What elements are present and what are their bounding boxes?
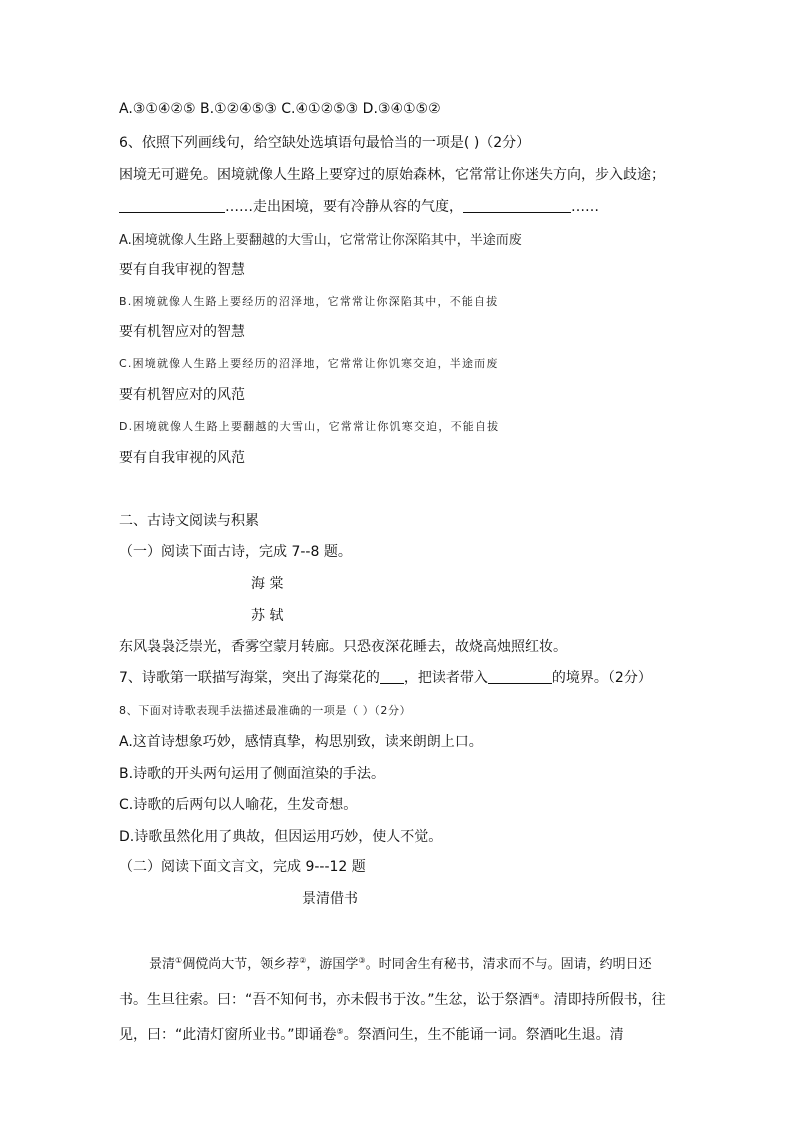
q6-option-a-line1: A.困境就像人生路上要翻越的大雪山，它常常让你深陷其中，半途而废 [119, 233, 522, 248]
q6-blank-2[interactable] [463, 198, 571, 213]
q6-context-line2 [119, 198, 599, 216]
q5-options: A.③①④②⑤ B.①②④⑤③ C.④①②⑤③ D.③④①⑤② [119, 101, 441, 117]
q7-part-b: ，把读者带入 [403, 670, 488, 686]
q8-option-b: B.诗歌的开头两句运用了侧面渲染的手法。 [119, 766, 386, 782]
q6-stem: 6、依照下列画线句，给空缺处选填语句最恰当的一项是( )（2分） [119, 135, 531, 151]
part2-instruction: （二）阅读下面文言文，完成 9---12 题 [119, 859, 366, 875]
footnote-4: ④ [532, 992, 540, 1001]
footnote-1: ① [175, 956, 183, 965]
q6-blank-1[interactable] [119, 198, 225, 213]
q6-line2-mid: ……走出困境，要有冷静从容的气度， [225, 199, 463, 215]
prose-line-1: 景清①倜傥尚大节，领乡荐②，游国学③。时同舍生有秘书，清求而不与。固请，约明日还 [149, 956, 652, 972]
footnote-2: ② [299, 956, 307, 965]
q6-option-a-line2: 要有自我审视的智慧 [119, 262, 245, 278]
footnote-3: ③ [358, 956, 366, 965]
q7-blank-2[interactable] [488, 669, 552, 684]
q7-stem [119, 669, 652, 687]
q6-line2-end: …… [571, 199, 599, 215]
q6-option-c-line2: 要有机智应对的风范 [119, 387, 245, 403]
q6-option-d-line1: D.困境就像人生路上要翻越的大雪山，它常常让你饥寒交迫，不能自拔 [119, 420, 500, 433]
section2-heading: 二、古诗文阅读与积累 [119, 513, 259, 529]
q8-option-d: D.诗歌虽然化用了典故，但因运用巧妙，使人不觉。 [119, 829, 443, 845]
q7-part-a: 7、诗歌第一联描写海棠，突出了海棠花的 [119, 670, 380, 686]
q8-stem: 8、下面对诗歌表现手法描述最准确的一项是（ ）（2分） [119, 704, 412, 717]
prose-title: 景清借书 [302, 891, 358, 907]
prose-line-3: 见，曰：“此清灯窗所业书。”即诵卷⑤。祭酒问生，生不能诵一词。祭酒叱生退。清 [119, 1027, 624, 1043]
poem-text: 东风袅袅泛崇光，香雾空蒙月转廊。只恐夜深花睡去，故烧高烛照红妆。 [119, 639, 567, 655]
q7-blank-1[interactable] [380, 669, 404, 684]
part1-instruction: （一）阅读下面古诗，完成 7--8 题。 [119, 544, 352, 560]
q6-option-b-line2: 要有机智应对的智慧 [119, 324, 245, 340]
q6-option-b-line1: B.困境就像人生路上要经历的沼泽地，它常常让你深陷其中，不能自拔 [119, 295, 499, 308]
q6-context-line1: 困境无可避免。困境就像人生路上要穿过的原始森林，它常常让你迷失方向，步入歧途； [119, 167, 665, 183]
prose-line-2: 书。生旦往索。曰：“吾不知何书，亦未假书于汝。”生忿，讼于祭酒④。清即持所假书，往 [119, 992, 666, 1008]
q6-option-c-line1: C.困境就像人生路上要经历的沼泽地，它常常让你饥寒交迫，半途而废 [119, 357, 499, 370]
q6-option-d-line2: 要有自我审视的风范 [119, 450, 245, 466]
poem-author: 苏 轼 [251, 608, 284, 624]
q8-option-a: A.这首诗想象巧妙，感情真挚，构思别致，读来朗朗上口。 [119, 734, 483, 750]
q7-part-c: 的境界。（2分） [551, 670, 652, 686]
q8-option-c: C.诗歌的后两句以人喻花，生发奇想。 [119, 797, 358, 813]
footnote-5: ⑤ [336, 1027, 344, 1036]
poem-title: 海 棠 [251, 576, 284, 592]
